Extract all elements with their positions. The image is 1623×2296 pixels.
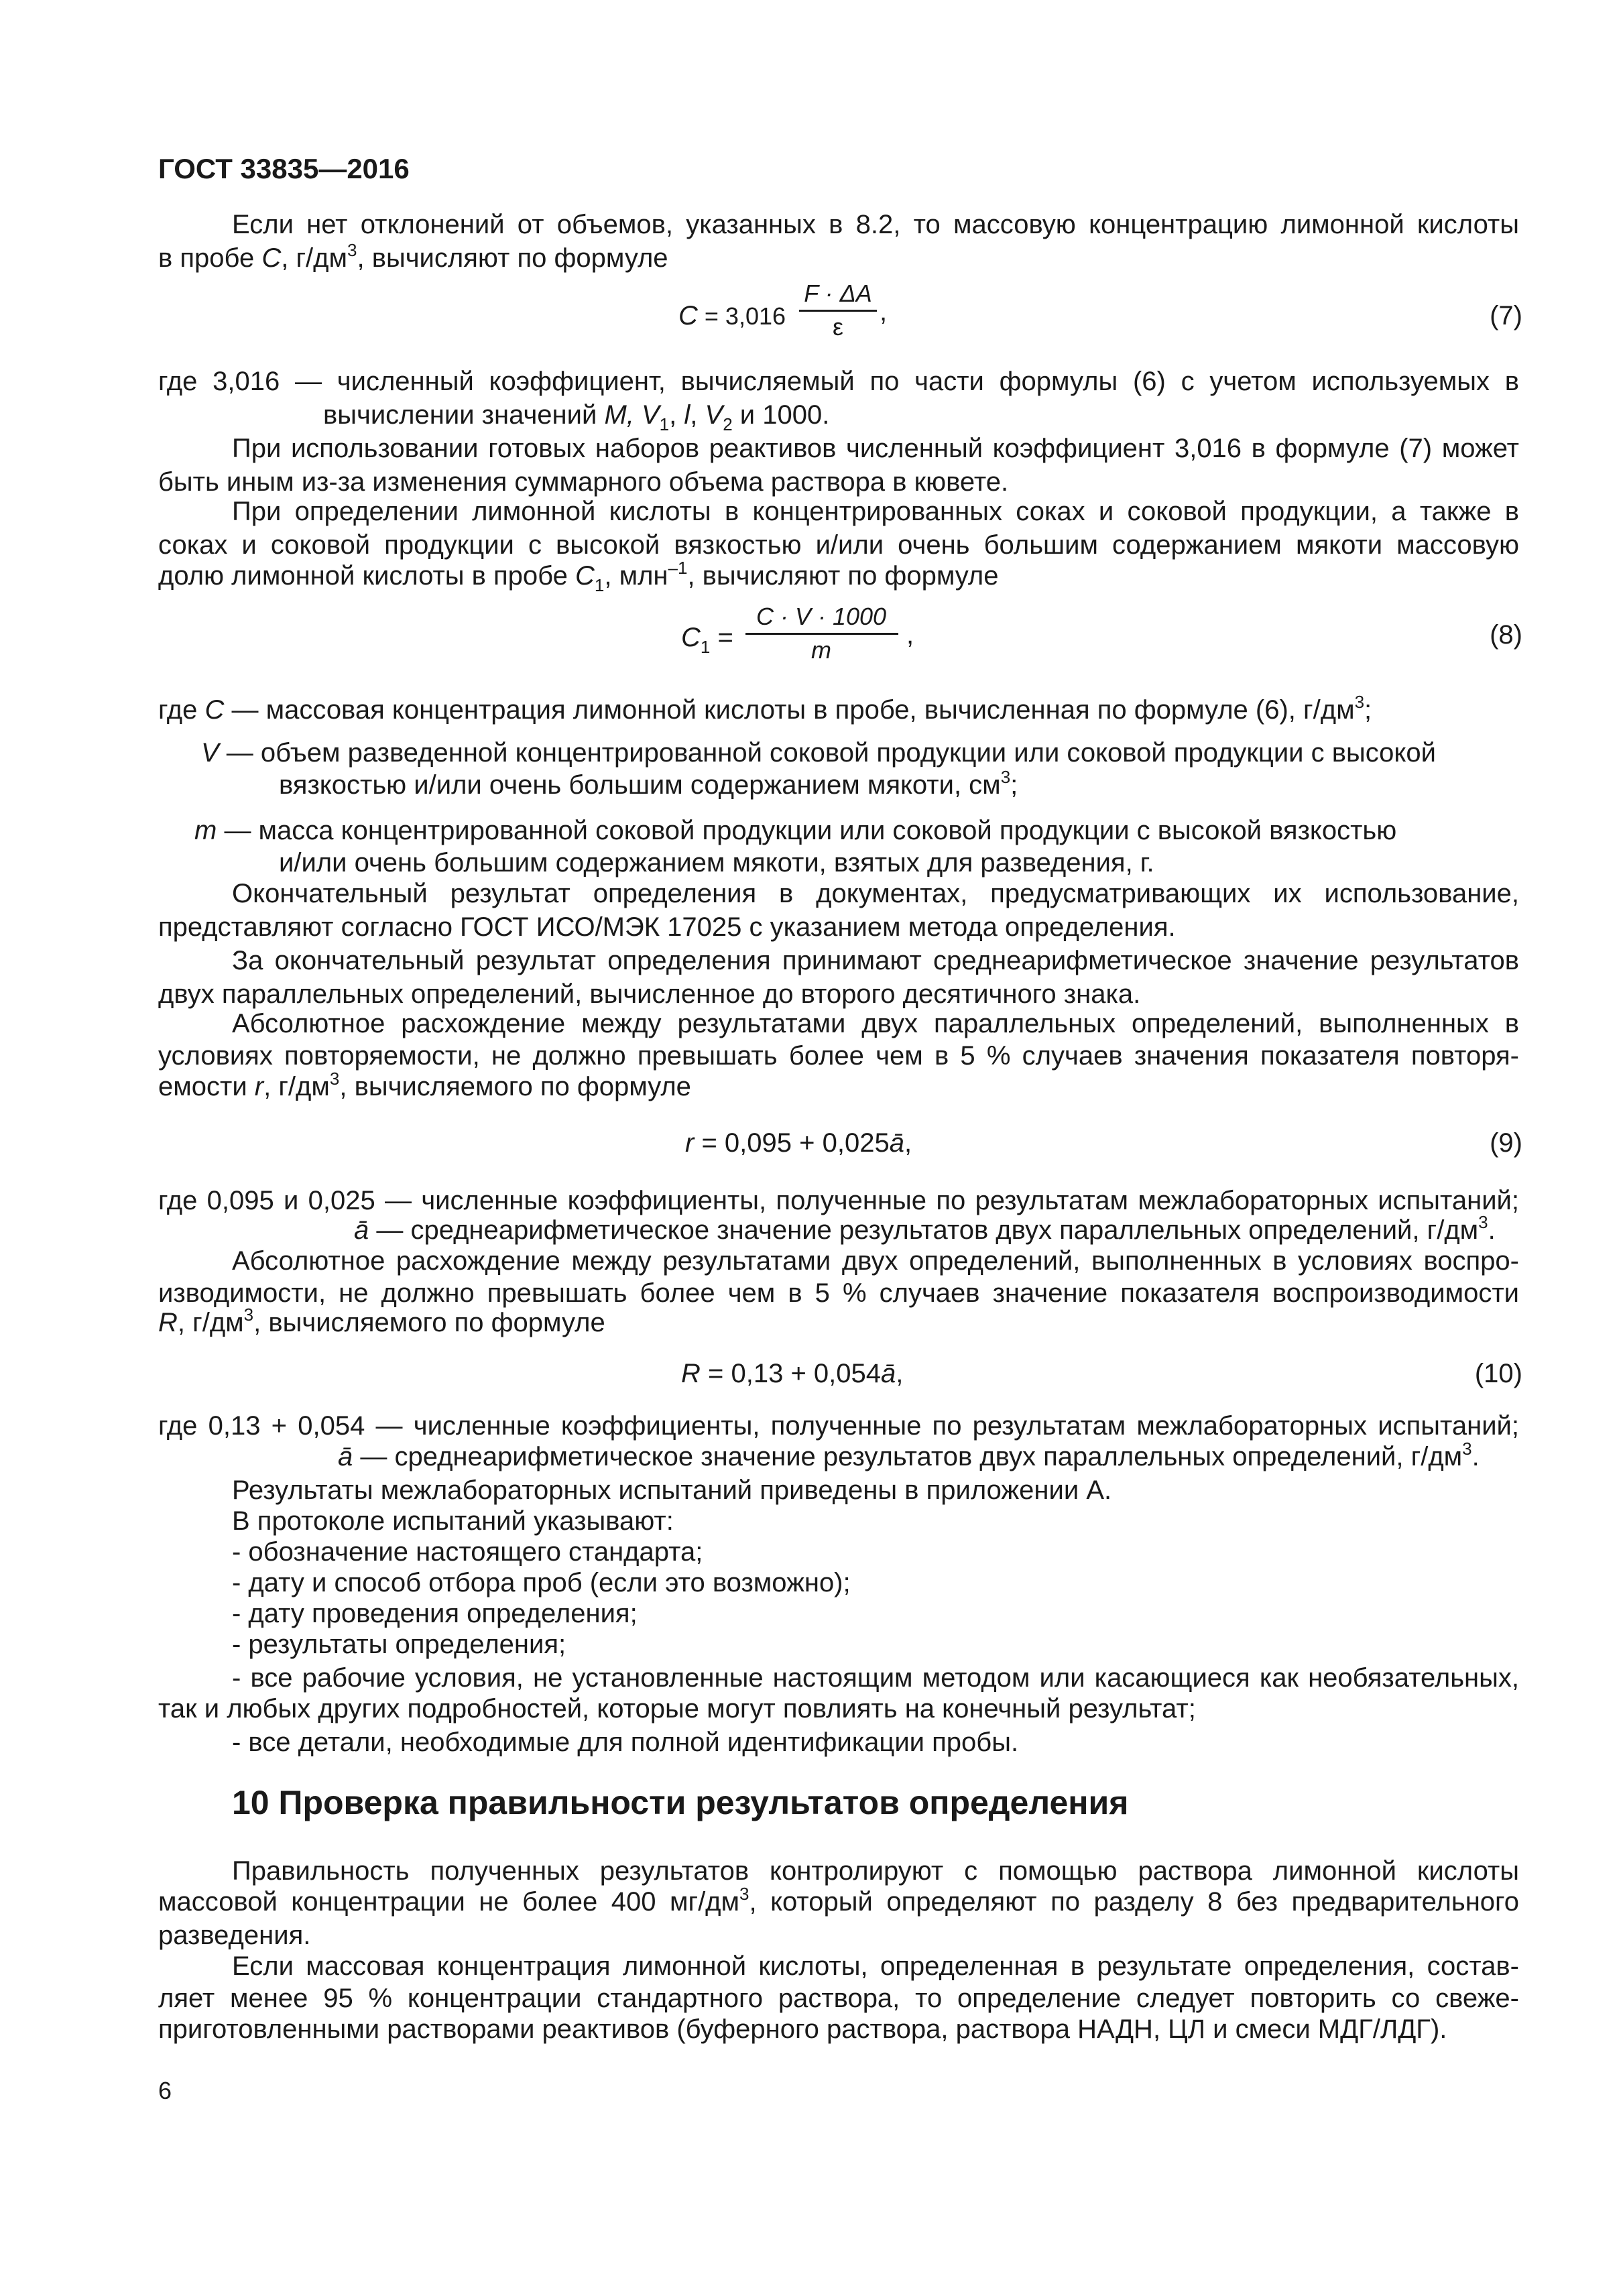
list-intro: В протоколе испытаний указывают: bbox=[232, 1506, 674, 1536]
text: в пробе bbox=[158, 243, 262, 273]
equation-7-lhs bbox=[678, 296, 786, 336]
paragraph-line: При определении лимонной кислоты в концентрированных соках и соковой продукции, а также в bbox=[232, 497, 1519, 526]
text: C · V · 1000 bbox=[756, 603, 887, 630]
text: емости bbox=[158, 1072, 255, 1101]
variable: C bbox=[575, 561, 595, 591]
variable: l bbox=[684, 400, 690, 430]
text: где bbox=[158, 695, 205, 725]
equation-10 bbox=[681, 1354, 903, 1393]
text: , вычисляемого по формуле bbox=[253, 1308, 605, 1337]
paragraph-line: За окончательный результат определения принимают среднеарифметическое значение результатов bbox=[232, 946, 1519, 975]
equation-7-denominator: ε bbox=[832, 313, 844, 341]
variable: r bbox=[254, 1072, 264, 1101]
document-header: ГОСТ 33835—2016 bbox=[158, 153, 410, 184]
definition-line: где 0,13 + 0,054 — численные коэффициенты, полученные по результатам межлабораторных испытаний; bbox=[158, 1411, 1519, 1441]
superscript: 3 bbox=[243, 1305, 254, 1325]
paragraph-line: условиях повторяемости, не должно превышать более чем в 5 % случаев значения показателя повторя- bbox=[158, 1041, 1519, 1071]
text: F · ΔA bbox=[804, 280, 872, 307]
text: — среднеарифметическое значение результатов двух параллельных определений, г/дм bbox=[353, 1442, 1463, 1471]
equation-number: (10) bbox=[1474, 1359, 1522, 1388]
paragraph-line: Абсолютное расхождение между результатами двух параллельных определений, выполненных в bbox=[232, 1009, 1519, 1038]
paragraph-line: быть иным из-за изменения суммарного объема раствора в кювете. bbox=[158, 467, 1009, 497]
variable: C bbox=[261, 243, 282, 273]
text: , который определяют по разделу 8 без предварительного bbox=[749, 1887, 1519, 1917]
paragraph-line: представляют согласно ГОСТ ИСО/МЭК 17025 с указанием метода определения. bbox=[158, 912, 1176, 942]
text: = 0,13 + 0,054 bbox=[700, 1359, 882, 1388]
text: , г/дм bbox=[281, 243, 348, 273]
superscript: 3 bbox=[1478, 1212, 1488, 1232]
superscript: 3 bbox=[347, 240, 357, 260]
variable: R bbox=[158, 1308, 178, 1337]
subscript: 1 bbox=[659, 414, 670, 434]
list-item-continuation: так и любых других подробностей, которые могут повлиять на конечный результат; bbox=[158, 1694, 1196, 1724]
text: = 3,016 bbox=[697, 302, 786, 330]
list-item: - обозначение настоящего стандарта; bbox=[232, 1537, 703, 1567]
text: . bbox=[1488, 1215, 1496, 1245]
variable: C bbox=[678, 301, 698, 330]
text: ; bbox=[1364, 695, 1372, 725]
paragraph-line bbox=[158, 239, 668, 280]
variable: ā bbox=[338, 1442, 353, 1471]
text: вязкостью и/или очень большим содержанием мякоти, см bbox=[279, 770, 1001, 800]
equation-number: (8) bbox=[1490, 620, 1522, 650]
subscript: 2 bbox=[723, 414, 733, 434]
paragraph-line: Абсолютное расхождение между результатами двух определений, выполненных в условиях воспро- bbox=[232, 1246, 1519, 1276]
definition-line bbox=[279, 766, 1018, 807]
paragraph-line bbox=[158, 1303, 605, 1345]
equation-7-tail: , bbox=[880, 297, 888, 326]
variable: ā bbox=[881, 1359, 896, 1388]
text: , bbox=[690, 400, 705, 430]
variable: M, V bbox=[604, 400, 660, 430]
variable: r bbox=[685, 1128, 695, 1158]
paragraph-line: Если нет отклонений от объемов, указанных в 8.2, то массовую концентрацию лимонной кислоты bbox=[232, 210, 1519, 239]
subscript: 1 bbox=[594, 575, 605, 595]
list-item: - дату проведения определения; bbox=[232, 1599, 638, 1628]
paragraph-line bbox=[158, 1882, 1519, 1924]
text: — среднеарифметическое значение результатов двух параллельных определений, г/дм bbox=[369, 1215, 1479, 1245]
paragraph-line: двух параллельных определений, вычисленное до второго десятичного знака. bbox=[158, 979, 1141, 1009]
definition-line: и/или очень большим содержанием мякоти, взятых для разведения, г. bbox=[279, 848, 1154, 878]
variable: R bbox=[681, 1359, 701, 1388]
page-number: 6 bbox=[158, 2077, 172, 2104]
variable: ā bbox=[889, 1128, 904, 1158]
section-heading: 10 Проверка правильности результатов определения bbox=[232, 1784, 1129, 1821]
variable: C bbox=[204, 695, 225, 725]
equation-8-numerator bbox=[744, 603, 898, 630]
paragraph-line: Если массовая концентрация лимонной кислоты, определенная в результате определения, состав- bbox=[232, 1951, 1519, 1981]
paragraph-line: Правильность полученных результатов контролируют с помощью раствора лимонной кислоты bbox=[232, 1856, 1519, 1886]
superscript: 3 bbox=[329, 1069, 340, 1089]
equation-8-denominator bbox=[744, 637, 898, 664]
text: , вычисляемого по формуле bbox=[339, 1072, 691, 1101]
paragraph-line: приготовленными растворами реактивов (буферного раствора, раствора НАДН, ЦЛ и смеси МДГ/ЛДГ). bbox=[158, 2014, 1447, 2044]
superscript: 3 bbox=[739, 1884, 749, 1904]
definition-line: где 0,095 и 0,025 — численные коэффициенты, полученные по результатам межлабораторных испытаний; bbox=[158, 1186, 1519, 1215]
text: вычислении значений bbox=[323, 400, 605, 430]
paragraph-line: Результаты межлабораторных испытаний приведены в приложении А. bbox=[232, 1475, 1112, 1505]
variable: ā bbox=[354, 1215, 369, 1245]
definition-line: где 3,016 — численный коэффициент, вычисляемый по части формулы (6) с учетом используемых в bbox=[158, 367, 1519, 396]
paragraph-line bbox=[158, 556, 998, 598]
text: , вычисляют по формуле bbox=[357, 243, 668, 273]
text: , млн bbox=[604, 561, 668, 591]
text: долю лимонной кислоты в пробе bbox=[158, 561, 575, 591]
text: , bbox=[669, 400, 684, 430]
equation-8-lhs bbox=[681, 618, 733, 660]
equation-9 bbox=[685, 1124, 912, 1162]
equation-number: (7) bbox=[1490, 301, 1522, 330]
text: ; bbox=[1010, 770, 1018, 800]
list-item: - дату и способ отбора проб (если это возможно); bbox=[232, 1568, 851, 1597]
list-item: - результаты определения; bbox=[232, 1630, 566, 1659]
superscript: 3 bbox=[1462, 1439, 1472, 1459]
variable: V bbox=[201, 738, 219, 768]
paragraph-line bbox=[158, 1067, 691, 1109]
superscript: 3 bbox=[1000, 767, 1011, 787]
text: — массовая концентрация лимонной кислоты в пробе, вычисленная по формуле (6), г/дм bbox=[224, 695, 1355, 725]
superscript: 3 bbox=[1354, 692, 1365, 712]
text: — объем разведенной концентрированной соковой продукции или соковой продукции с высокой bbox=[219, 738, 1436, 768]
paragraph-line: разведения. bbox=[158, 1921, 311, 1950]
text: . bbox=[1471, 1442, 1480, 1471]
superscript: –1 bbox=[668, 558, 688, 578]
text: , bbox=[896, 1359, 904, 1388]
variable: V bbox=[705, 400, 723, 430]
variable: m bbox=[811, 636, 831, 664]
list-item: - все рабочие условия, не установленные настоящим методом или касающиеся как необязательных, bbox=[232, 1663, 1519, 1693]
list-item: - все детали, необходимые для полной идентификации пробы. bbox=[232, 1728, 1019, 1757]
definition-line bbox=[158, 690, 1372, 732]
equation-8-tail: , bbox=[906, 620, 914, 650]
text: и 1000. bbox=[732, 400, 830, 430]
subscript: 1 bbox=[700, 637, 711, 657]
paragraph-line: ляет менее 95 % концентрации стандартного раствора, то определение следует повторить со свеже- bbox=[158, 1984, 1519, 2013]
text: , bbox=[904, 1128, 912, 1158]
text: , вычисляют по формуле bbox=[687, 561, 999, 591]
text: = 0,095 + 0,025 bbox=[694, 1128, 890, 1158]
text: — масса концентрированной соковой продукции или соковой продукции с высокой вязкостью bbox=[217, 816, 1397, 845]
text: , г/дм bbox=[263, 1072, 330, 1101]
equation-number: (9) bbox=[1490, 1128, 1522, 1158]
variable: C bbox=[681, 623, 701, 652]
text: массовой концентрации не более 400 мг/дм bbox=[158, 1887, 740, 1917]
fraction-bar bbox=[745, 633, 898, 635]
variable: m bbox=[194, 816, 217, 845]
paragraph-line: Окончательный результат определения в документах, предусматривающих их использование, bbox=[232, 879, 1519, 908]
equation-7-numerator bbox=[798, 280, 878, 307]
fraction-bar bbox=[799, 310, 877, 312]
text: , г/дм bbox=[177, 1308, 244, 1337]
paragraph-line: При использовании готовых наборов реактивов численный коэффициент 3,016 в формуле (7) может bbox=[232, 434, 1519, 463]
text: = bbox=[710, 623, 733, 652]
paragraph-line: соках и соковой продукции с высокой вязкостью и/или очень большим содержанием мякоти массовую bbox=[158, 530, 1519, 560]
paragraph-line: изводимости, не должно превышать более чем в 5 % случаев значение показателя воспроизводимости bbox=[158, 1278, 1519, 1308]
